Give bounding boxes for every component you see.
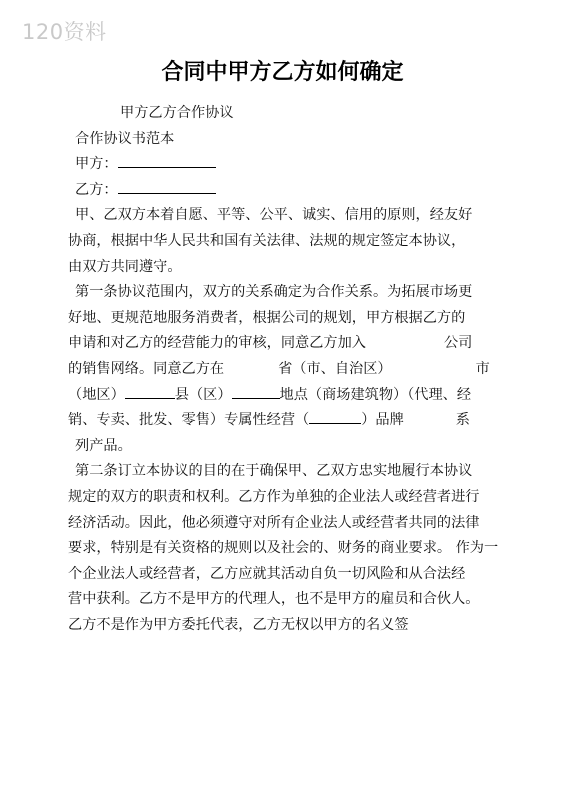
party-a-label: 甲方：: [75, 156, 118, 173]
article-2-line: 规定的双方的职责和权利。乙方作为单独的企业法人或经营者进行: [68, 488, 480, 505]
page-title: 合同中甲方乙方如何确定: [161, 60, 404, 85]
county-blank: [125, 384, 175, 399]
article-1-line: [68, 357, 508, 383]
party-a-blank: [118, 153, 216, 168]
article-2-line: 第二条订立本协议的目的在于确保甲、乙双方忠实地履行本协议: [75, 463, 473, 480]
article-1-text: 县（区）: [174, 386, 232, 403]
article-1-text: 销、专卖、批发、零售）专属性经营（: [68, 412, 310, 429]
article-1-text: 申请和对乙方的经营能力的审核，同意乙方加入: [68, 335, 366, 352]
article-1-line: [68, 408, 508, 434]
article-1-text: ）品牌: [361, 412, 404, 429]
doc-subtitle: 甲方乙方合作协议: [120, 105, 234, 121]
intro-line: 由双方共同遵守。: [68, 258, 182, 275]
article-1-text: 省（市、自治区）: [278, 360, 392, 377]
intro-line: 协商，根据中华人民共和国有关法律、法规的规定签定本协议，: [68, 232, 466, 249]
intro-line: 甲、乙双方本着自愿、平等、公平、诚实、信用的原则，经友好: [75, 207, 473, 224]
article-2-line: 个企业法人或经营者，乙方应就其活动自负一切风险和从合法经: [68, 565, 466, 582]
location-blank: [232, 384, 280, 399]
watermark: 120资料: [22, 20, 107, 44]
article-1-text: （地区）: [68, 386, 125, 403]
brand-blank: [309, 409, 361, 424]
article-1-line: 第一条协议范围内，双方的关系确定为合作关系。为拓展市场更: [75, 284, 473, 301]
article-1-text: 系: [455, 412, 470, 429]
party-b-blank: [118, 179, 216, 194]
article-2-line: 乙方不是作为甲方委托代表，乙方无权以甲方的名义签: [68, 616, 409, 633]
article-1-text: 公司: [443, 335, 473, 352]
article-2-line: 营中获利。乙方不是甲方的代理人，也不是甲方的雇员和合伙人。: [68, 591, 480, 608]
article-1-line: [68, 331, 508, 357]
sample-title: 合作协议书范本: [75, 130, 175, 147]
party-b-label: 乙方：: [75, 181, 118, 198]
article-1-text: 地点（商场建筑物）（代理、经: [279, 386, 472, 403]
article-1-text: 市: [475, 360, 490, 377]
article-1-line: 好地、更规范地服务消费者，根据公司的规划，甲方根据乙方的: [68, 309, 466, 326]
article-1-line: [68, 383, 508, 409]
article-2-line: 经济活动。因此，他必须遵守对所有企业法人或经营者共同的法律: [68, 514, 480, 531]
party-b-line: [68, 178, 508, 204]
article-1-line: 列产品。: [75, 437, 132, 454]
document-body: [68, 101, 508, 638]
article-1-text: 的销售网络。同意乙方在: [68, 360, 225, 377]
article-2-line: 要求，特别是有关资格的规则以及社会的、财务的商业要求。 作为一: [68, 540, 499, 557]
party-a-line: [68, 152, 508, 178]
